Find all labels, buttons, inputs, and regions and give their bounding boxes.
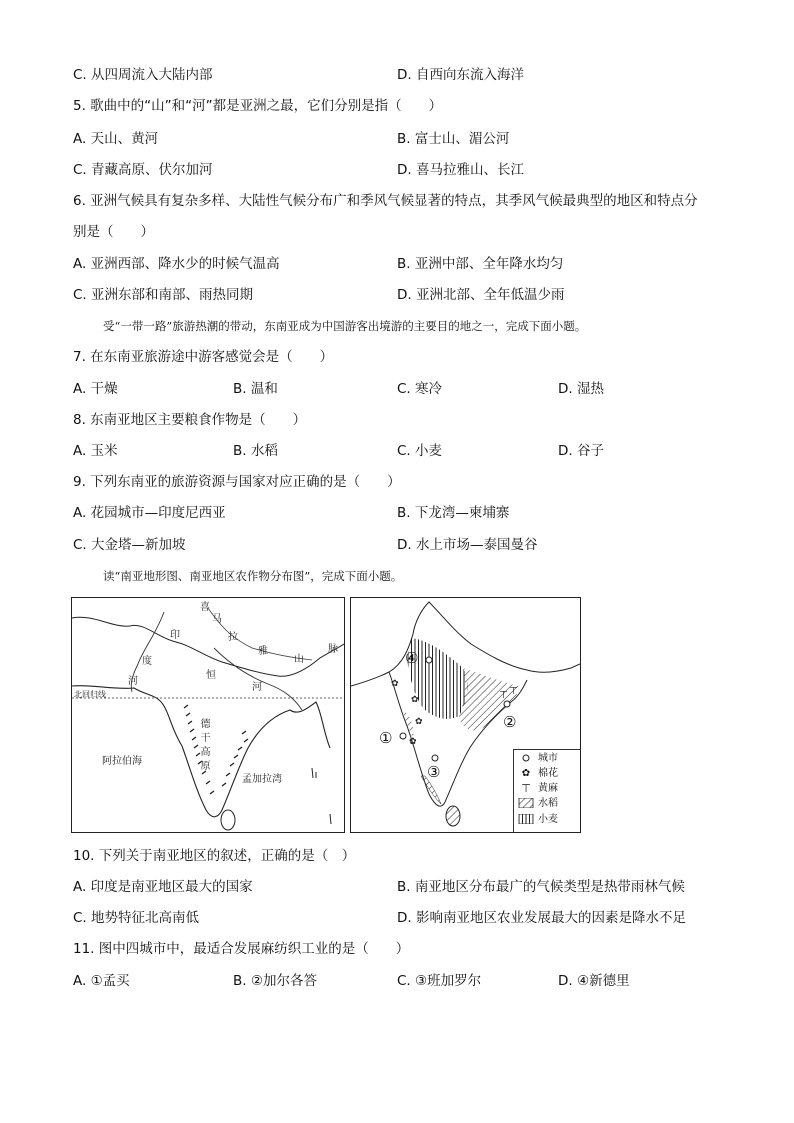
q10-option-b[interactable]: B. 南亚地区分布最广的气候类型是热带雨林气候 bbox=[397, 879, 685, 895]
label-deccan-2: 干 bbox=[200, 733, 211, 744]
q6-option-a[interactable]: A. 亚洲西部、降水少的时候气温高 bbox=[73, 256, 280, 272]
label-xi: 喜 bbox=[200, 602, 210, 613]
label-tropic-of-cancer: 北回归线 bbox=[74, 690, 106, 699]
q11-stem: 11. 图中四城市中，最适合发展麻纺织工业的是（ ） bbox=[73, 941, 410, 957]
q9-stem: 9. 下列东南亚的旅游资源与国家对应正确的是（ ） bbox=[73, 474, 401, 490]
marker-1-mumbai: ① bbox=[379, 729, 393, 747]
legend-cotton bbox=[518, 768, 558, 780]
q7-option-c[interactable]: C. 寒冷 bbox=[397, 381, 443, 397]
q4-option-d[interactable]: D. 自西向东流入海洋 bbox=[397, 67, 524, 83]
legend-wheat bbox=[518, 814, 558, 826]
q9-option-c[interactable]: C. 大金塔—新加坡 bbox=[73, 537, 186, 553]
legend-cotton-label: 棉花 bbox=[538, 768, 558, 779]
jute-icon: ⊤ bbox=[521, 782, 531, 795]
svg-text:⊤: ⊤ bbox=[499, 690, 508, 701]
q5-stem: 5. 歌曲中的“山”和“河”都是亚洲之最，它们分别是指（ ） bbox=[73, 98, 443, 114]
q6-option-c[interactable]: C. 亚洲东部和南部、雨热同期 bbox=[73, 287, 254, 303]
q10-option-d[interactable]: D. 影响南亚地区农业发展最大的因素是降水不足 bbox=[397, 910, 686, 926]
svg-text:⊤: ⊤ bbox=[509, 686, 518, 697]
q11-option-b[interactable]: B. ②加尔各答 bbox=[233, 973, 317, 989]
q11-option-d[interactable]: D. ④新德里 bbox=[558, 973, 630, 989]
label-ganges-2: 河 bbox=[252, 682, 262, 693]
label-ma: 马 bbox=[212, 614, 222, 625]
rice-hatch-icon bbox=[518, 798, 534, 808]
label-ganges-1: 恒 bbox=[206, 670, 216, 681]
q5-option-d[interactable]: D. 喜马拉雅山、长江 bbox=[397, 162, 524, 178]
wheat-hatch-icon bbox=[518, 814, 534, 824]
q4-option-c[interactable]: C. 从四周流入大陆内部 bbox=[73, 67, 213, 83]
marker-3-bangalore: ③ bbox=[427, 763, 441, 781]
q6-option-d[interactable]: D. 亚洲北部、全年低温少雨 bbox=[397, 287, 565, 303]
svg-text:✿: ✿ bbox=[409, 737, 417, 747]
q7-stem: 7. 在东南亚旅游途中游客感觉会是（ ） bbox=[73, 349, 334, 365]
q7-option-b[interactable]: B. 温和 bbox=[233, 381, 278, 397]
q5-option-a[interactable]: A. 天山、黄河 bbox=[73, 131, 159, 147]
legend-rice bbox=[518, 798, 558, 810]
q5-option-c[interactable]: C. 青藏高原、伏尔加河 bbox=[73, 162, 213, 178]
svg-text:✿: ✿ bbox=[415, 717, 423, 727]
label-deccan-1: 德 bbox=[200, 719, 211, 730]
legend-jute-label: 黄麻 bbox=[538, 783, 558, 794]
q7-option-a[interactable]: A. 干燥 bbox=[73, 381, 118, 397]
label-shan: 山 bbox=[294, 654, 304, 665]
q10-option-c[interactable]: C. 地势特征北高南低 bbox=[73, 910, 200, 926]
q7-option-d[interactable]: D. 湿热 bbox=[558, 381, 604, 397]
label-arabian-sea: 阿拉伯海 bbox=[102, 756, 142, 767]
q6-stem-line2: 别是（ ） bbox=[73, 224, 154, 240]
passage-intro-south-asia-maps: 读“南亚地形图、南亚地区农作物分布图”，完成下面小题。 bbox=[103, 569, 403, 583]
q9-option-b[interactable]: B. 下龙湾—柬埔寨 bbox=[397, 505, 510, 521]
label-deccan-4: 原 bbox=[200, 761, 211, 772]
label-bay-of-bengal: 孟加拉湾 bbox=[242, 774, 282, 785]
crop-map-legend bbox=[513, 749, 581, 833]
svg-text:✿: ✿ bbox=[391, 679, 399, 689]
q11-option-a[interactable]: A. ①孟买 bbox=[73, 973, 130, 989]
q10-stem: 10. 下列关于南亚地区的叙述，正确的是（ ） bbox=[73, 848, 356, 864]
q10-option-a[interactable]: A. 印度是南亚地区最大的国家 bbox=[73, 879, 253, 895]
passage-intro-southeast-asia: 受“一带一路”旅游热潮的带动，东南亚成为中国游客出境游的主要目的地之一，完成下面小题。 bbox=[103, 319, 587, 333]
svg-text:✿: ✿ bbox=[411, 695, 419, 705]
legend-rice-label: 水稻 bbox=[538, 798, 558, 809]
label-mai: 脉 bbox=[328, 644, 338, 655]
terrain-map-drawing bbox=[72, 598, 344, 832]
q6-stem-line1: 6. 亚洲气候具有复杂多样、大陆性气候分布广和季风气候显著的特点，其季风气候最典型的地区和特点分 bbox=[73, 193, 698, 209]
label-deccan-3: 高 bbox=[200, 747, 211, 758]
south-asia-terrain-map bbox=[71, 597, 345, 833]
q9-option-a[interactable]: A. 花园城市—印度尼西亚 bbox=[73, 505, 226, 521]
q8-option-a[interactable]: A. 玉米 bbox=[73, 443, 118, 459]
legend-jute bbox=[518, 783, 558, 795]
label-indus-3: 河 bbox=[128, 676, 138, 687]
cotton-icon: ✿ bbox=[521, 768, 531, 779]
label-la: 拉 bbox=[228, 632, 238, 643]
q6-option-b[interactable]: B. 亚洲中部、全年降水均匀 bbox=[397, 256, 564, 272]
q8-option-d[interactable]: D. 谷子 bbox=[558, 443, 604, 459]
south-asia-crop-map bbox=[350, 597, 581, 833]
q8-option-c[interactable]: C. 小麦 bbox=[397, 443, 443, 459]
q8-stem: 8. 东南亚地区主要粮食作物是（ ） bbox=[73, 412, 307, 428]
legend-city bbox=[518, 753, 558, 765]
q5-option-b[interactable]: B. 富士山、湄公河 bbox=[397, 131, 510, 147]
label-indus-1: 印 bbox=[170, 630, 180, 641]
q9-option-d[interactable]: D. 水上市场—泰国曼谷 bbox=[397, 537, 538, 553]
q8-option-b[interactable]: B. 水稻 bbox=[233, 443, 278, 459]
legend-wheat-label: 小麦 bbox=[538, 814, 558, 825]
label-indus-2: 度 bbox=[142, 656, 152, 667]
marker-2-kolkata: ② bbox=[503, 713, 517, 731]
marker-4-new-delhi: ④ bbox=[405, 649, 419, 667]
city-circle-icon bbox=[518, 753, 534, 763]
legend-city-label: 城市 bbox=[538, 753, 558, 764]
label-ya: 雅 bbox=[258, 646, 268, 657]
q11-option-c[interactable]: C. ③班加罗尔 bbox=[397, 973, 482, 989]
